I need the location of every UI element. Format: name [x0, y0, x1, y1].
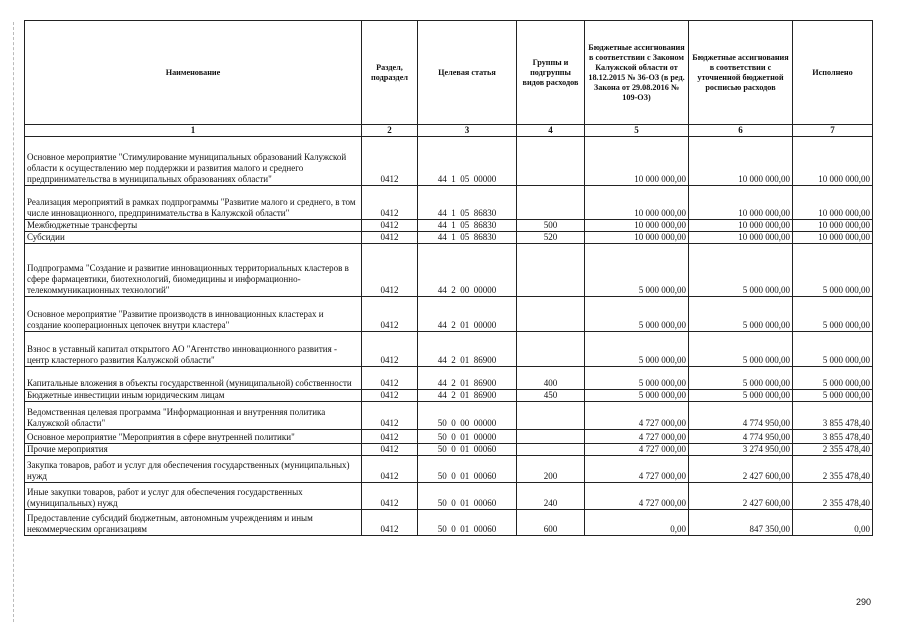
- row-name: Реализация мероприятий в рамках подпрограммы "Развитие малого и среднего, в том числе инновационного, предпринимательства в Калужской области": [25, 186, 362, 220]
- table-row: [25, 297, 873, 332]
- row-name: Капитальные вложения в объекты государственной (муниципальной) собственности: [25, 367, 362, 390]
- row-law-amount: 10 000 000,00: [585, 232, 689, 244]
- row-name: Субсидии: [25, 232, 362, 244]
- row-executed-amount: 10 000 000,00: [793, 137, 873, 186]
- table-row: [25, 402, 873, 430]
- header-law: Бюджетные ассигнования в соответствии с Законом Калужской области от 18.12.2015 № 36-ОЗ (в ред. Закона от 29.08.2016 № 109-ОЗ): [585, 21, 689, 125]
- row-executed-amount: 2 355 478,40: [793, 483, 873, 510]
- row-law-amount: 10 000 000,00: [585, 186, 689, 220]
- row-law-amount: 5 000 000,00: [585, 244, 689, 297]
- row-name: Предоставление субсидий бюджетным, автономным учреждениям и иным некоммерческим организациям: [25, 510, 362, 536]
- row-group: [517, 186, 585, 220]
- row-section: 0412: [362, 232, 418, 244]
- row-section: 0412: [362, 456, 418, 483]
- row-law-amount: 4 727 000,00: [585, 430, 689, 444]
- header-executed: Исполнено: [793, 21, 873, 125]
- header-target: Целевая статья: [418, 21, 517, 125]
- table-row: [25, 186, 873, 220]
- row-target: 44 1 05 86830: [418, 232, 517, 244]
- row-group: 200: [517, 456, 585, 483]
- table-row: [25, 430, 873, 444]
- row-name: Бюджетные инвестиции иным юридическим лицам: [25, 390, 362, 402]
- row-group: [517, 402, 585, 430]
- row-target: 44 2 00 00000: [418, 244, 517, 297]
- row-section: 0412: [362, 510, 418, 536]
- table-row: [25, 244, 873, 297]
- row-target: 44 2 01 86900: [418, 332, 517, 367]
- row-target: 50 0 01 00060: [418, 456, 517, 483]
- row-section: 0412: [362, 367, 418, 390]
- header-name: Наименование: [25, 21, 362, 125]
- row-target: 44 1 05 00000: [418, 137, 517, 186]
- row-section: 0412: [362, 244, 418, 297]
- row-law-amount: 5 000 000,00: [585, 332, 689, 367]
- row-section: 0412: [362, 483, 418, 510]
- row-target: 50 0 01 00000: [418, 430, 517, 444]
- table-row: [25, 332, 873, 367]
- row-name: Основное мероприятие "Развитие производств в инновационных кластерах и создание кооперационных цепочек внутри кластера": [25, 297, 362, 332]
- row-refined-amount: 2 427 600,00: [689, 483, 793, 510]
- row-law-amount: 4 727 000,00: [585, 456, 689, 483]
- budget-table: [24, 20, 873, 536]
- row-section: 0412: [362, 297, 418, 332]
- row-target: 50 0 01 00060: [418, 510, 517, 536]
- row-name: Взнос в уставный капитал открытого АО "Агентство инновационного развития - центр кластерного развития Калужской области": [25, 332, 362, 367]
- row-law-amount: 5 000 000,00: [585, 390, 689, 402]
- row-name: Основное мероприятие "Стимулирование муниципальных образований Калужской области к осуществлению мер поддержки и развития малого и среднего предпринимательства в муниципальных образованиях области": [25, 137, 362, 186]
- row-executed-amount: 3 855 478,40: [793, 402, 873, 430]
- row-refined-amount: 10 000 000,00: [689, 186, 793, 220]
- column-number: 7: [793, 125, 873, 137]
- row-group: 500: [517, 220, 585, 232]
- row-group: [517, 297, 585, 332]
- row-group: [517, 137, 585, 186]
- row-executed-amount: 5 000 000,00: [793, 390, 873, 402]
- row-refined-amount: 10 000 000,00: [689, 137, 793, 186]
- row-executed-amount: 10 000 000,00: [793, 232, 873, 244]
- column-number: 3: [418, 125, 517, 137]
- row-executed-amount: 2 355 478,40: [793, 456, 873, 483]
- row-section: 0412: [362, 220, 418, 232]
- row-executed-amount: 0,00: [793, 510, 873, 536]
- header-section: Раздел, подраздел: [362, 21, 418, 125]
- row-executed-amount: 5 000 000,00: [793, 297, 873, 332]
- row-section: 0412: [362, 444, 418, 456]
- row-refined-amount: 3 274 950,00: [689, 444, 793, 456]
- column-number: 1: [25, 125, 362, 137]
- row-target: 44 2 01 86900: [418, 390, 517, 402]
- row-refined-amount: 5 000 000,00: [689, 297, 793, 332]
- row-law-amount: 10 000 000,00: [585, 220, 689, 232]
- row-law-amount: 0,00: [585, 510, 689, 536]
- row-name: Прочие мероприятия: [25, 444, 362, 456]
- row-section: 0412: [362, 137, 418, 186]
- row-law-amount: 10 000 000,00: [585, 137, 689, 186]
- row-group: 450: [517, 390, 585, 402]
- row-law-amount: 5 000 000,00: [585, 297, 689, 332]
- row-refined-amount: 4 774 950,00: [689, 430, 793, 444]
- row-group: 400: [517, 367, 585, 390]
- binding-margin: [13, 22, 18, 622]
- column-number: 6: [689, 125, 793, 137]
- row-executed-amount: 2 355 478,40: [793, 444, 873, 456]
- table-row: [25, 444, 873, 456]
- header-refined: Бюджетные ассигнования в соответствии с уточненной бюджетной росписью расходов: [689, 21, 793, 125]
- column-number: 2: [362, 125, 418, 137]
- row-name: Межбюджетные трансферты: [25, 220, 362, 232]
- row-name: Иные закупки товаров, работ и услуг для обеспечения государственных (муниципальных) нужд: [25, 483, 362, 510]
- header-groups: Группы и подгруппы видов расходов: [517, 21, 585, 125]
- row-group: [517, 444, 585, 456]
- row-target: 44 2 01 00000: [418, 297, 517, 332]
- row-executed-amount: 10 000 000,00: [793, 220, 873, 232]
- column-number: 5: [585, 125, 689, 137]
- row-target: 44 2 01 86900: [418, 367, 517, 390]
- row-section: 0412: [362, 402, 418, 430]
- row-executed-amount: 3 855 478,40: [793, 430, 873, 444]
- row-executed-amount: 5 000 000,00: [793, 367, 873, 390]
- table-row: [25, 232, 873, 244]
- page-number: 290: [855, 597, 871, 607]
- row-section: 0412: [362, 186, 418, 220]
- table-body: [25, 137, 873, 536]
- row-executed-amount: 10 000 000,00: [793, 186, 873, 220]
- row-refined-amount: 2 427 600,00: [689, 456, 793, 483]
- row-law-amount: 4 727 000,00: [585, 444, 689, 456]
- row-refined-amount: 5 000 000,00: [689, 390, 793, 402]
- row-refined-amount: 847 350,00: [689, 510, 793, 536]
- row-refined-amount: 5 000 000,00: [689, 367, 793, 390]
- row-target: 50 0 01 00060: [418, 444, 517, 456]
- column-number-row: [25, 125, 873, 137]
- row-law-amount: 5 000 000,00: [585, 367, 689, 390]
- row-group: [517, 430, 585, 444]
- row-group: 520: [517, 232, 585, 244]
- row-name: Подпрограмма "Создание и развитие инновационных территориальных кластеров в сфере фармацевтики, биотехнологий, биомедицины и информационно-телекоммуникационных технологий": [25, 244, 362, 297]
- row-executed-amount: 5 000 000,00: [793, 332, 873, 367]
- row-target: 44 1 05 86830: [418, 186, 517, 220]
- table-row: [25, 510, 873, 536]
- row-group: 240: [517, 483, 585, 510]
- header-row: [25, 21, 873, 125]
- row-group: 600: [517, 510, 585, 536]
- table-row: [25, 367, 873, 390]
- row-name: Ведомственная целевая программа "Информационная и внутренняя политика Калужской области": [25, 402, 362, 430]
- budget-sheet: [24, 20, 872, 536]
- row-law-amount: 4 727 000,00: [585, 483, 689, 510]
- row-section: 0412: [362, 390, 418, 402]
- table-row: [25, 220, 873, 232]
- row-name: Закупка товаров, работ и услуг для обеспечения государственных (муниципальных) нужд: [25, 456, 362, 483]
- row-group: [517, 244, 585, 297]
- row-refined-amount: 4 774 950,00: [689, 402, 793, 430]
- table-row: [25, 137, 873, 186]
- row-refined-amount: 10 000 000,00: [689, 232, 793, 244]
- row-executed-amount: 5 000 000,00: [793, 244, 873, 297]
- table-row: [25, 390, 873, 402]
- row-target: 50 0 01 00060: [418, 483, 517, 510]
- row-section: 0412: [362, 332, 418, 367]
- row-group: [517, 332, 585, 367]
- table-row: [25, 456, 873, 483]
- column-number: 4: [517, 125, 585, 137]
- row-target: 44 1 05 86830: [418, 220, 517, 232]
- row-name: Основное мероприятие "Мероприятия в сфере внутренней политики": [25, 430, 362, 444]
- table-row: [25, 483, 873, 510]
- row-refined-amount: 10 000 000,00: [689, 220, 793, 232]
- row-refined-amount: 5 000 000,00: [689, 244, 793, 297]
- row-section: 0412: [362, 430, 418, 444]
- row-refined-amount: 5 000 000,00: [689, 332, 793, 367]
- row-law-amount: 4 727 000,00: [585, 402, 689, 430]
- row-target: 50 0 00 00000: [418, 402, 517, 430]
